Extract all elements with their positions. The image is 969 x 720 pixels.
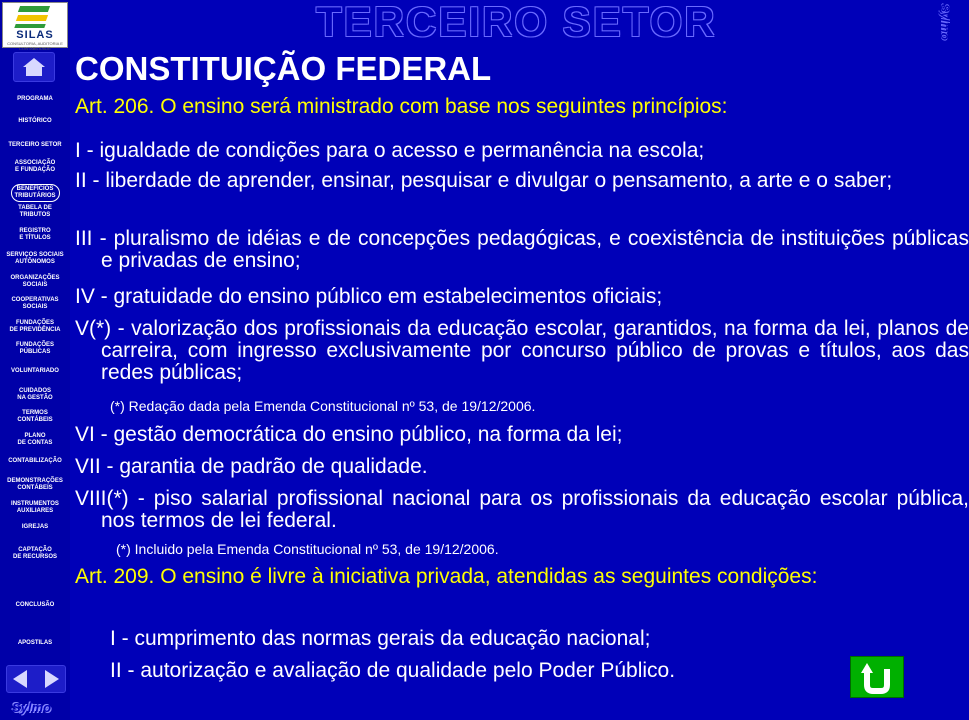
article-209-item-i: I - cumprimento das normas gerais da educação nacional; bbox=[110, 627, 651, 650]
sidebar-item-label: TERCEIRO SETOR bbox=[8, 142, 62, 148]
sidebar-item[interactable] bbox=[0, 252, 70, 266]
sidebar-item-label: CONTABILIZAÇÃO bbox=[8, 458, 62, 464]
slide-content bbox=[75, 50, 943, 88]
item-vi: VI - gestão democrática do ensino público, na forma da lei; bbox=[75, 423, 623, 446]
home-button[interactable] bbox=[13, 52, 55, 82]
sidebar-item-label: PLANO DE CONTAS bbox=[17, 433, 53, 446]
sidebar-item[interactable] bbox=[0, 524, 70, 531]
sidebar bbox=[0, 0, 70, 720]
slide-nav bbox=[6, 665, 66, 693]
article-209-heading: Art. 209. O ensino é livre à iniciativa privada, atendidas as seguintes condições: bbox=[75, 565, 818, 588]
sidebar-item[interactable] bbox=[0, 458, 70, 465]
sidebar-item[interactable] bbox=[0, 342, 70, 356]
sidebar-item[interactable] bbox=[0, 205, 70, 219]
sidebar-item[interactable] bbox=[0, 501, 70, 515]
sidebar-item-label: FUNDAÇÕES PÚBLICAS bbox=[15, 342, 54, 355]
sidebar-item-label: FUNDAÇÕES DE PREVIDÊNCIA bbox=[9, 320, 61, 333]
sidebar-item-label: APOSTILAS bbox=[17, 640, 53, 646]
note-item-v: (*) Redação dada pela Emenda Constitucional nº 53, de 19/12/2006. bbox=[110, 398, 536, 414]
sidebar-item[interactable] bbox=[0, 368, 70, 375]
sidebar-item[interactable] bbox=[0, 96, 70, 103]
sidebar-item-label: REGISTRO E TÍTULOS bbox=[19, 228, 51, 241]
sidebar-item[interactable] bbox=[0, 184, 70, 202]
sidebar-item-label: CUIDADOS NA GESTÃO bbox=[17, 388, 53, 401]
sidebar-item-label: DEMONSTRAÇÕES CONTÁBEIS bbox=[7, 478, 63, 491]
sidebar-item[interactable] bbox=[0, 547, 70, 561]
return-arrow-icon bbox=[859, 661, 895, 693]
item-vii: VII - garantia de padrão de qualidade. bbox=[75, 455, 428, 478]
section-banner: TERCEIRO SETOR bbox=[316, 0, 717, 45]
sidebar-item-label: TERMOS CONTÁBEIS bbox=[17, 410, 53, 423]
sidebar-item-label: HISTÓRICO bbox=[18, 118, 52, 124]
sidebar-item[interactable] bbox=[0, 410, 70, 424]
sidebar-item-label: CAPTAÇÃO DE RECURSOS bbox=[12, 547, 57, 560]
sidebar-item[interactable] bbox=[0, 478, 70, 492]
sidebar-item-label: SERVIÇOS SOCIAIS AUTÔNOMOS bbox=[6, 252, 64, 265]
sidebar-item[interactable] bbox=[0, 433, 70, 447]
brand-mark-top: Sylmo bbox=[938, 4, 952, 41]
item-i: I - igualdade de condições para o acesso e permanência na escola; bbox=[75, 139, 705, 162]
next-slide-icon[interactable] bbox=[45, 670, 59, 688]
return-button[interactable] bbox=[850, 656, 904, 698]
logo-name: SILAS bbox=[16, 29, 54, 41]
sidebar-item[interactable] bbox=[0, 602, 70, 609]
logo-subtitle: CONSULTORIA, AUDITORIA E CONTABILIDADE bbox=[7, 41, 63, 51]
sidebar-item-label: BENEFÍCIOS TRIBUTÁRIOS bbox=[11, 184, 60, 202]
previous-slide-icon[interactable] bbox=[13, 670, 27, 688]
sidebar-item[interactable] bbox=[0, 388, 70, 402]
sidebar-item-label: CONCLUSÃO bbox=[15, 602, 55, 608]
sidebar-item[interactable] bbox=[0, 640, 70, 647]
sidebar-item[interactable] bbox=[0, 142, 70, 149]
sidebar-item-label: IGREJAS bbox=[21, 524, 49, 530]
sidebar-item-label: PROGRAMA bbox=[17, 96, 53, 102]
item-viii: VIII(*) - piso salarial profissional nacional para os profissionais da educação escolar pública, nos termos de lei federal. bbox=[75, 487, 969, 532]
brand-mark-bottom: Sylmo bbox=[12, 700, 52, 715]
item-ii: II - liberdade de aprender, ensinar, pesquisar e divulgar o pensamento, a arte e o saber; bbox=[75, 169, 893, 192]
article-206-heading: Art. 206. O ensino será ministrado com base nos seguintes princípios: bbox=[75, 95, 728, 118]
sidebar-item-label: COOPERATIVAS SOCIAIS bbox=[11, 297, 59, 310]
sidebar-item[interactable] bbox=[0, 118, 70, 125]
silas-logo bbox=[2, 2, 68, 51]
sidebar-item[interactable] bbox=[0, 275, 70, 289]
sidebar-item-label: INSTRUMENTOS AUXILIARES bbox=[11, 501, 59, 514]
home-icon bbox=[22, 57, 46, 77]
article-209-item-ii: II - autorização e avaliação de qualidade pelo Poder Público. bbox=[110, 659, 676, 682]
sidebar-item[interactable] bbox=[0, 160, 70, 174]
item-iv: IV - gratuidade do ensino público em estabelecimentos oficiais; bbox=[75, 285, 663, 308]
sidebar-item-label: ORGANIZAÇÕES SOCIAIS bbox=[10, 275, 60, 288]
item-v: V(*) - valorização dos profissionais da educação escolar, garantidos, na forma da lei, planos de carreira, com ingresso exclusivamente por concurso público de provas e títulos, aos das redes públicas; bbox=[75, 317, 969, 384]
page-title: CONSTITUIÇÃO FEDERAL bbox=[75, 50, 492, 87]
sidebar-item-label: ASSOCIAÇÃO E FUNDAÇÃO bbox=[14, 160, 56, 173]
sidebar-item-label: VOLUNTARIADO bbox=[11, 368, 59, 374]
note-item-viii: (*) Incluido pela Emenda Constitucional nº 53, de 19/12/2006. bbox=[116, 541, 499, 557]
sidebar-item[interactable] bbox=[0, 320, 70, 334]
item-iii: III - pluralismo de idéias e de concepções pedagógicas, e coexistência de instituições públicas e privadas de ensino; bbox=[75, 227, 969, 272]
sidebar-item[interactable] bbox=[0, 297, 70, 311]
sidebar-item[interactable] bbox=[0, 228, 70, 242]
sidebar-item-label: TABELA DE TRIBUTOS bbox=[18, 205, 52, 218]
